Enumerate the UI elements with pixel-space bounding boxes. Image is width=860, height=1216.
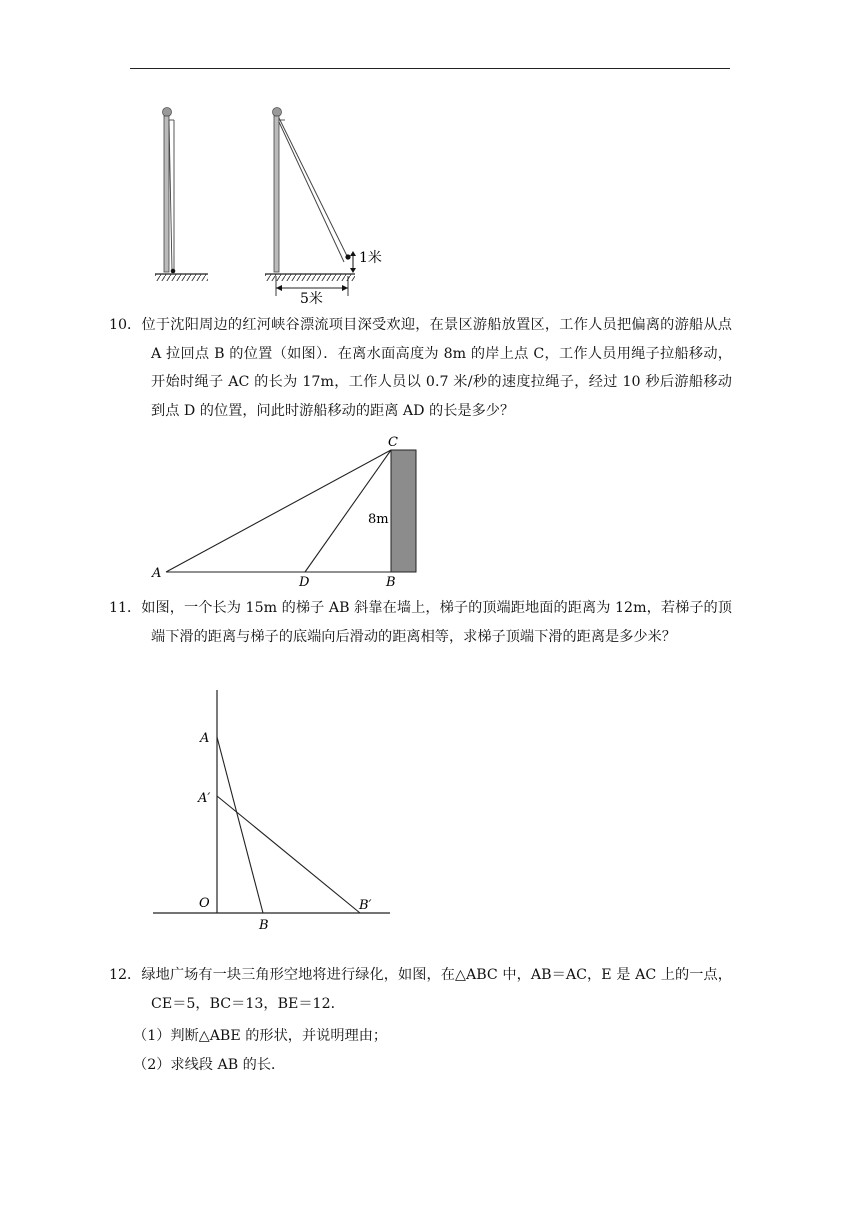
flag-1m-label: 1米: [359, 250, 382, 266]
boat-label-a: A: [152, 566, 162, 581]
flagpole-right: [265, 108, 382, 308]
boat-label-b: B: [386, 575, 396, 590]
flagpole-figure: [140, 100, 400, 310]
boat-figure: [140, 430, 440, 590]
ladder-label-o: O: [199, 896, 210, 911]
question-11: [109, 594, 732, 651]
question-11-number: 11．: [109, 600, 142, 616]
question-10-number: 10．: [109, 317, 142, 333]
boat-label-d: D: [299, 575, 310, 590]
question-12-text: 绿地广场有一块三角形空地将进行绿化，如图，在△ABC 中，AB＝AC，E 是 AC 上的一点，CE＝5，BC＝13，BE＝12．: [141, 967, 732, 1012]
question-12-part-2: （2）求线段 AB 的长．: [133, 1057, 286, 1073]
boat-label-8m: 8m: [368, 512, 389, 527]
question-10: [109, 311, 732, 425]
ladder-label-b: B: [259, 918, 269, 933]
question-12: [109, 961, 732, 1018]
question-11-text: 如图，一个长为 15m 的梯子 AB 斜靠在墙上，梯子的顶端距地面的距离为 12m，若梯子的顶端下滑的距离与梯子的底端向后滑动的距离相等，求梯子顶端下滑的距离是多少米？: [141, 600, 732, 645]
flagpole-left: [155, 108, 208, 282]
flag-5m-label: 5米: [300, 291, 323, 307]
question-12-number: 12．: [109, 967, 142, 983]
question-12-part-1: （1）判断△ABE 的形状，并说明理由；: [133, 1028, 388, 1044]
ladder-figure: [145, 685, 405, 935]
header-rule: [130, 68, 730, 69]
question-10-text: 位于沈阳周边的红河峡谷漂流项目深受欢迎，在景区游船放置区，工作人员把偏离的游船从点 A 拉回点 B 的位置（如图）．在离水面高度为 8m 的岸上点 C，工作人员用绳子拉船移动，开始时绳子 AC 的长为 17m，工作人员以 0.7 米/秒的速度拉绳子，经过 10 秒后游船移动到点 D 的位置，问此时游船移动的距离 AD 的长是多少？: [141, 317, 732, 419]
ladder-label-a-prime: A′: [198, 791, 211, 806]
boat-label-c: C: [388, 435, 398, 450]
ladder-label-b-prime: B′: [359, 898, 372, 913]
ladder-label-a: A: [200, 731, 210, 746]
